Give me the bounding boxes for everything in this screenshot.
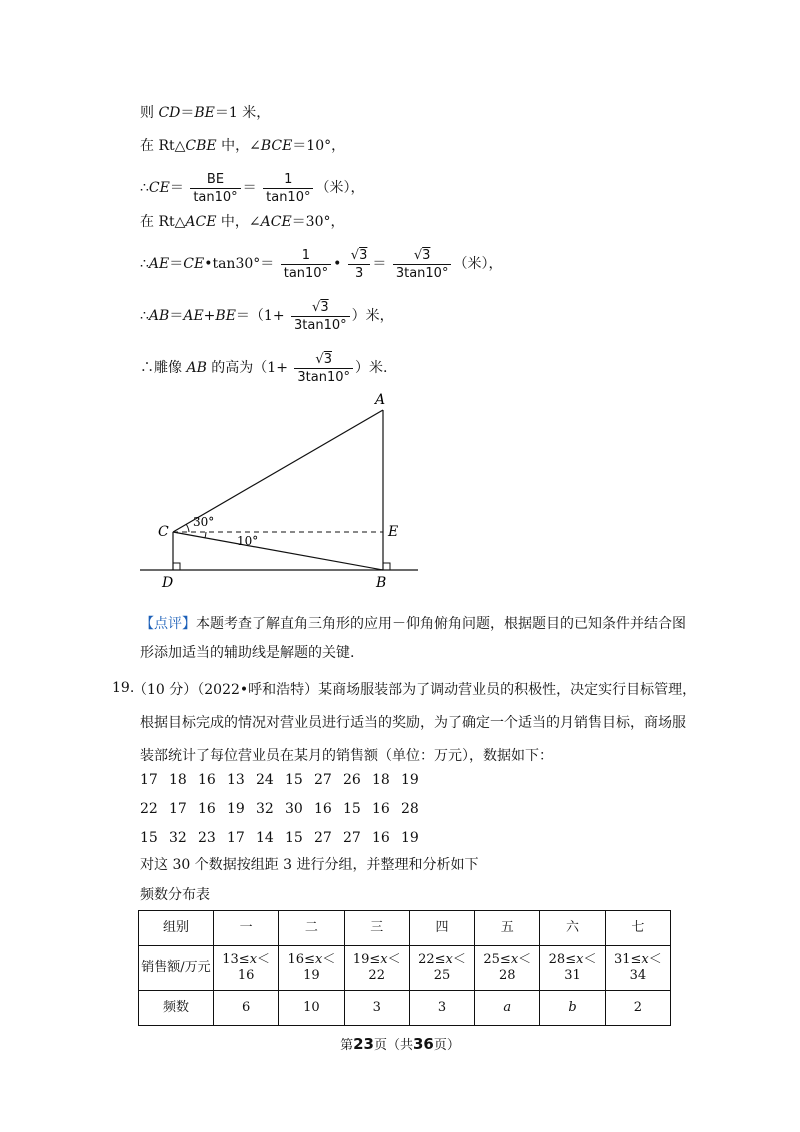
data-value: 15 — [285, 772, 303, 788]
var-x: x — [445, 952, 453, 967]
range-upper — [216, 952, 276, 968]
range-cell — [409, 946, 474, 991]
var-x: x — [510, 952, 519, 967]
right-angle-mark-b — [383, 563, 390, 570]
label-c: C — [158, 524, 169, 540]
denominator: tan10° — [266, 189, 311, 205]
range-upper — [347, 952, 407, 968]
freq-cell: 3 — [409, 991, 474, 1026]
data-value: 16 — [372, 830, 390, 846]
symbol: ≤ — [304, 952, 315, 967]
numerator: BE — [190, 171, 240, 189]
var-x: x — [314, 952, 323, 967]
text: ＝1 米， — [214, 105, 271, 121]
symbol: ＜ — [452, 952, 466, 967]
group-cell: 七 — [605, 911, 670, 946]
denominator: 3tan10° — [294, 317, 347, 333]
range-upper — [542, 952, 602, 968]
symbol: ＜ — [257, 952, 271, 967]
group-cell: 三 — [344, 911, 409, 946]
symbol: ≤ — [499, 952, 511, 967]
data-value: 19 — [401, 830, 419, 846]
var-ab: AB — [148, 308, 170, 324]
text: （米）， — [315, 180, 365, 196]
text: 中，∠ — [216, 138, 261, 154]
text: 中，∠ — [216, 214, 261, 230]
denominator: tan10° — [283, 265, 329, 281]
group-cell: 六 — [540, 911, 605, 946]
symbol: ＜ — [518, 952, 532, 967]
table-row — [139, 946, 671, 991]
right-angle-mark-d — [173, 563, 180, 570]
numerator: 1 — [281, 247, 331, 265]
row-header: 频数 — [139, 991, 214, 1026]
text: ＝ — [180, 105, 195, 121]
comment-tag: 【点评】 — [140, 616, 196, 632]
data-value: 13 — [227, 772, 245, 788]
data-value: 15 — [285, 830, 303, 846]
text: ＝30°， — [291, 214, 345, 230]
radicand: 3 — [320, 299, 329, 315]
data-value: 30 — [285, 801, 303, 817]
range-upper — [281, 952, 341, 968]
range-hi: 31 — [564, 968, 581, 983]
symbol: ≤ — [238, 952, 250, 967]
var-triangle: CBE — [185, 138, 217, 154]
label-d: D — [162, 575, 174, 591]
label-e: E — [388, 524, 399, 540]
data-value: 17 — [140, 772, 158, 788]
var-cd: CD — [158, 105, 181, 121]
text: 页） — [433, 1038, 460, 1053]
range-lo: 25 — [483, 952, 500, 967]
group-cell: 一 — [214, 911, 279, 946]
data-value: 27 — [314, 830, 332, 846]
text: •tan30°＝ — [204, 256, 275, 272]
therefore-symbol: ∴ — [140, 256, 149, 272]
range-lo: 16 — [287, 952, 305, 967]
range-hi: 16 — [237, 968, 255, 983]
question-text: 装部统计了每位营业员在某月的销售额（单位：万元），数据如下： — [140, 748, 553, 764]
data-value: 22 — [140, 801, 158, 817]
text: • — [333, 256, 342, 272]
page-footer — [0, 1034, 800, 1053]
data-value: 32 — [256, 801, 274, 817]
page-number: 23 — [353, 1035, 374, 1053]
var-x: x — [249, 952, 258, 967]
frequency-table — [138, 910, 671, 1026]
question-text: （10 分）（2022•呼和浩特）某商场服装部为了调动营业员的积极性，决定实行目标管理， — [133, 682, 697, 698]
row-header: 组别 — [139, 911, 214, 946]
range-lo: 19 — [352, 952, 370, 967]
range-hi: 25 — [433, 968, 451, 983]
text: ＝ — [169, 256, 184, 272]
text: 在 Rt△ — [140, 214, 186, 230]
var-be: BE — [215, 308, 236, 324]
var-ab: AB — [186, 360, 207, 376]
data-value: 26 — [343, 772, 361, 788]
data-value: 23 — [198, 830, 216, 846]
total-pages: 36 — [413, 1035, 434, 1053]
data-value: 28 — [401, 801, 419, 817]
question-19-text — [133, 674, 700, 773]
data-rows — [140, 766, 430, 853]
var-ae: AE — [183, 308, 204, 324]
range-hi: 28 — [498, 968, 516, 983]
text: ＝（1+ — [235, 308, 285, 324]
text: ∴雕像 — [140, 360, 187, 376]
text: ＝ — [242, 180, 257, 196]
data-value: 16 — [372, 801, 390, 817]
label-a: A — [375, 392, 386, 408]
range-cell — [279, 946, 344, 991]
data-value: 27 — [343, 830, 361, 846]
symbol: ＜ — [648, 952, 662, 967]
data-value: 19 — [401, 772, 419, 788]
freq-cell: a — [475, 991, 540, 1026]
segment-cb — [173, 532, 383, 570]
table-row — [139, 911, 671, 946]
symbol: ≤ — [630, 952, 642, 967]
range-cell — [605, 946, 670, 991]
group-text: 对这 30 个数据按组距 3 进行分组，并整理和分析如下 — [140, 857, 479, 873]
var-ce: CE — [148, 180, 170, 196]
label-b: B — [376, 575, 387, 591]
data-value: 15 — [343, 801, 361, 817]
var-x: x — [380, 952, 388, 967]
denominator: 3tan10° — [395, 265, 449, 281]
text: 的高为（1+ — [206, 360, 288, 376]
data-value: 15 — [140, 830, 158, 846]
range-lo: 28 — [548, 952, 566, 967]
var-ae: AE — [148, 256, 170, 272]
data-value: 16 — [314, 801, 332, 817]
angle-arc-30 — [186, 524, 189, 532]
group-cell: 四 — [409, 911, 474, 946]
data-value: 18 — [372, 772, 390, 788]
text: 第 — [340, 1038, 354, 1053]
text: ＝10°， — [292, 138, 346, 154]
freq-cell: 10 — [279, 991, 344, 1026]
var-ce: CE — [183, 256, 205, 272]
data-value: 16 — [198, 772, 216, 788]
range-upper — [412, 952, 472, 968]
data-value: 16 — [198, 801, 216, 817]
radicand: 3 — [359, 247, 368, 263]
data-value: 17 — [169, 801, 187, 817]
range-cell — [344, 946, 409, 991]
var-x: x — [641, 952, 649, 967]
numerator: 1 — [263, 171, 313, 189]
angle-label-10: 10° — [237, 534, 259, 548]
var-triangle: ACE — [185, 214, 217, 230]
range-lo: 22 — [418, 952, 435, 967]
text: ）米. — [355, 360, 388, 376]
data-row — [140, 766, 430, 795]
text: ＝ — [372, 256, 387, 272]
denominator: 3tan10° — [297, 369, 351, 385]
var-be: BE — [194, 105, 215, 121]
radicand: 3 — [323, 351, 332, 367]
freq-cell: 6 — [214, 991, 279, 1026]
data-value: 18 — [169, 772, 187, 788]
numerator: √3 — [291, 299, 350, 317]
range-lo: 13 — [222, 952, 239, 967]
denominator: tan10° — [193, 189, 238, 205]
freq-cell: 2 — [605, 991, 670, 1026]
freq-cell: 3 — [344, 991, 409, 1026]
symbol: ≤ — [565, 952, 577, 967]
range-upper — [608, 952, 668, 968]
range-cell — [214, 946, 279, 991]
range-cell — [475, 946, 540, 991]
data-value: 32 — [169, 830, 187, 846]
symbol: ＜ — [322, 952, 336, 967]
text: 在 Rt△ — [140, 138, 186, 154]
data-value: 27 — [314, 772, 332, 788]
range-hi: 22 — [368, 968, 385, 983]
data-value: 24 — [256, 772, 274, 788]
text: ）米， — [351, 308, 394, 324]
range-hi: 34 — [629, 968, 647, 983]
therefore-symbol: ∴ — [140, 308, 149, 324]
comment-text: 形添加适当的辅助线是解题的关键. — [140, 645, 355, 661]
table-row — [139, 991, 671, 1026]
data-row — [140, 795, 430, 824]
group-cell: 二 — [279, 911, 344, 946]
question-number: 19. — [112, 680, 135, 696]
range-hi: 19 — [303, 968, 320, 983]
text: ＝ — [169, 180, 184, 196]
range-cell — [540, 946, 605, 991]
data-row — [140, 824, 430, 853]
denominator: 3 — [354, 265, 364, 281]
numerator: √3 — [294, 351, 353, 369]
numerator: √3 — [393, 247, 452, 265]
data-value: 19 — [227, 801, 245, 817]
text: + — [203, 308, 216, 324]
radicand: 3 — [422, 247, 431, 263]
table-title: 频数分布表 — [140, 887, 210, 903]
text: （米）， — [453, 256, 503, 272]
group-cell: 五 — [475, 911, 540, 946]
freq-cell: b — [540, 991, 605, 1026]
text: 则 — [140, 105, 159, 121]
angle-arc-10 — [205, 532, 206, 538]
question-text: 根据目标完成的情况对营业员进行适当的奖励，为了确定一个适当的月销售目标，商场服 — [140, 715, 686, 731]
text: 页（共 — [373, 1038, 413, 1053]
data-value: 17 — [227, 830, 245, 846]
range-lo: 31 — [613, 952, 631, 967]
therefore-symbol: ∴ — [140, 180, 149, 196]
text: ＝ — [169, 308, 184, 324]
var-x: x — [576, 952, 584, 967]
angle-label-30: 30° — [193, 515, 215, 529]
var-angle: ACE — [260, 214, 292, 230]
range-upper — [477, 952, 537, 968]
row-header: 销售额/万元 — [139, 946, 214, 991]
comment-block — [140, 610, 700, 668]
numerator: √3 — [348, 247, 371, 265]
data-value: 14 — [256, 830, 274, 846]
symbol: ＜ — [583, 952, 597, 967]
segment-ca — [173, 410, 383, 532]
symbol: ≤ — [434, 952, 446, 967]
symbol: ≤ — [369, 952, 381, 967]
symbol: ＜ — [387, 952, 401, 967]
comment-text: 本题考查了解直角三角形的应用－仰角俯角问题，根据题目的已知条件并结合图 — [196, 616, 686, 632]
var-angle: BCE — [260, 138, 293, 154]
